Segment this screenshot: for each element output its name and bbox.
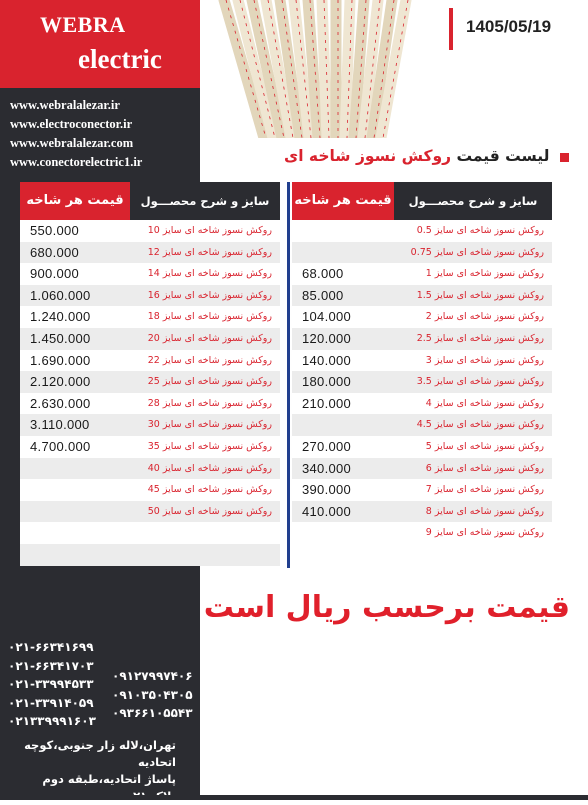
description-cell: روکش نسوز شاخه ای سایز 18	[147, 311, 272, 323]
table-row	[292, 350, 552, 372]
table-row	[20, 544, 280, 566]
phone-number[interactable]: ۰۹۱۰۳۵۰۴۳۰۵	[112, 687, 193, 702]
phone-number[interactable]: ۰۲۱-۳۳۹۱۴۰۵۹	[8, 695, 94, 710]
website-link[interactable]: www.webralalezar.com	[10, 136, 134, 150]
description-cell: روکش نسوز شاخه ای سایز 0.5	[416, 225, 544, 236]
table-row	[20, 328, 280, 350]
sleeve-tube	[322, 0, 327, 138]
table-row	[292, 501, 552, 523]
price-table-large-sizes	[20, 182, 280, 566]
description-cell: روکش نسوز شاخه ای سایز 22	[147, 354, 272, 366]
table-row	[20, 479, 280, 501]
description-cell: روکش نسوز شاخه ای سایز 2	[425, 311, 544, 323]
table-row	[20, 306, 280, 328]
price-column-header: قیمت هر شاخه	[20, 182, 130, 220]
description-column-header: سایز و شرح محصـــول	[394, 182, 552, 220]
description-cell: روکش نسوز شاخه ای سایز 45	[147, 484, 272, 496]
table-row	[292, 436, 552, 458]
table-row	[20, 371, 280, 393]
description-cell: روکش نسوز شاخه ای سایز 9	[425, 527, 544, 539]
table-row	[20, 436, 280, 458]
description-cell: روکش نسوز شاخه ای سایز 10	[147, 225, 272, 236]
price-cell: 120.000	[302, 330, 352, 346]
description-cell: روکش نسوز شاخه ای سایز 0.75	[410, 246, 544, 258]
brand-subtitle: electric	[78, 44, 162, 74]
description-cell: روکش نسوز شاخه ای سایز 20	[147, 332, 272, 344]
phone-number[interactable]: ۰۲۱-۶۶۳۴۱۷۰۳	[8, 658, 94, 673]
price-cell: 410.000	[302, 503, 352, 519]
price-cell: 390.000	[302, 482, 352, 498]
table-row	[20, 350, 280, 372]
website-link[interactable]: www.conectorelectric1.ir	[10, 155, 143, 169]
address-line: پاساژ اتحادیه،طبقه دوم	[42, 772, 176, 786]
table-row	[292, 414, 552, 436]
price-cell: 340.000	[302, 460, 352, 476]
table-row	[292, 242, 552, 264]
sleeve-tube	[345, 0, 350, 138]
price-cell: 2.630.000	[30, 395, 91, 411]
table-divider	[287, 182, 290, 568]
price-cell: 180.000	[302, 374, 352, 390]
description-cell: روکش نسوز شاخه ای سایز 4.5	[416, 419, 544, 431]
address-line: تهران،لاله زار جنوبی،کوچه اتحادیه	[24, 738, 176, 769]
brand-name: WEBRA	[40, 12, 126, 37]
description-cell: روکش نسوز شاخه ای سایز 30	[147, 419, 272, 431]
landline-phones	[8, 638, 96, 731]
description-column-header: سایز و شرح محصـــول	[130, 182, 280, 220]
price-cell: 3.110.000	[30, 417, 90, 433]
price-table-small-sizes	[292, 182, 552, 544]
table-row	[20, 220, 280, 242]
table-row	[292, 371, 552, 393]
price-column-header: قیمت هر شاخه	[292, 182, 394, 220]
price-cell: 2.120.000	[30, 374, 91, 390]
price-cell: 1.060.000	[30, 287, 91, 303]
phone-number[interactable]: ۰۹۱۲۷۹۹۷۴۰۶	[112, 669, 193, 683]
description-cell: روکش نسوز شاخه ای سایز 2.5	[416, 332, 544, 344]
price-cell: 4.700.000	[30, 438, 91, 454]
table-row	[20, 285, 280, 307]
description-cell: روکش نسوز شاخه ای سایز 4	[425, 397, 544, 409]
table-row	[292, 306, 552, 328]
date-accent-bar	[449, 8, 453, 50]
description-cell: روکش نسوز شاخه ای سایز 8	[425, 505, 544, 517]
price-cell: 1.240.000	[30, 309, 91, 325]
table-row	[20, 414, 280, 436]
phone-number[interactable]: ۰۲۱۳۳۹۹۹۱۶۰۳	[8, 714, 96, 728]
table-row	[292, 263, 552, 285]
price-cell: 900.000	[30, 266, 80, 282]
description-cell: روکش نسوز شاخه ای سایز 7	[425, 484, 544, 496]
price-cell: 270.000	[302, 438, 352, 454]
description-cell: روکش نسوز شاخه ای سایز 14	[147, 268, 272, 280]
description-cell: روکش نسوز شاخه ای سایز 12	[147, 246, 272, 258]
mobile-phones	[112, 667, 193, 723]
table-row	[20, 242, 280, 264]
price-cell: 140.000	[302, 352, 352, 368]
description-cell: روکش نسوز شاخه ای سایز 6	[425, 462, 544, 474]
fiberglass-sleeve-photo	[204, 0, 436, 138]
title-prefix: لیست قیمت	[451, 147, 550, 165]
bottom-strip	[0, 795, 588, 800]
website-link[interactable]: www.electroconector.ir	[10, 117, 133, 131]
website-link[interactable]: www.webralalezar.ir	[10, 98, 120, 112]
description-cell: روکش نسوز شاخه ای سایز 50	[147, 505, 272, 517]
description-cell: روکش نسوز شاخه ای سایز 25	[147, 376, 272, 388]
table-header	[20, 182, 280, 220]
price-cell: 550.000	[30, 223, 80, 238]
page-title	[284, 147, 549, 165]
table-row	[292, 479, 552, 501]
table-row	[292, 328, 552, 350]
table-row	[292, 393, 552, 415]
table-row	[20, 458, 280, 480]
website-list	[10, 96, 142, 172]
price-cell: 68.000	[302, 266, 344, 282]
brand-logo	[0, 0, 200, 88]
description-cell: روکش نسوز شاخه ای سایز 28	[147, 397, 272, 409]
table-row	[292, 522, 552, 544]
price-date: 1405/05/19	[466, 17, 552, 36]
table-header	[292, 182, 552, 220]
price-cell: 680.000	[30, 244, 80, 260]
description-cell: روکش نسوز شاخه ای سایز 35	[147, 440, 272, 452]
price-cell: 85.000	[302, 287, 344, 303]
table-row	[292, 285, 552, 307]
title-bullet	[560, 153, 569, 162]
table-row	[20, 263, 280, 285]
description-cell: روکش نسوز شاخه ای سایز 3	[425, 354, 544, 366]
title-highlight: روکش نسوز شاخه ای	[284, 147, 452, 165]
description-cell: روکش نسوز شاخه ای سایز 16	[147, 289, 272, 301]
table-row	[20, 501, 280, 523]
table-row	[20, 393, 280, 415]
description-cell: روکش نسوز شاخه ای سایز 5	[425, 440, 544, 452]
table-row	[20, 522, 280, 544]
price-cell: 210.000	[302, 395, 352, 411]
table-row	[292, 220, 552, 242]
phone-number[interactable]: ۰۲۱-۶۶۳۴۱۶۹۹	[8, 640, 94, 654]
description-cell: روکش نسوز شاخه ای سایز 1	[425, 268, 544, 280]
price-cell: 1.690.000	[30, 352, 91, 368]
price-cell: 104.000	[302, 309, 352, 325]
phone-number[interactable]: ۰۹۳۶۶۱۰۵۵۴۳	[112, 706, 193, 720]
description-cell: روکش نسوز شاخه ای سایز 1.5	[416, 289, 544, 301]
description-cell: روکش نسوز شاخه ای سایز 40	[147, 462, 272, 474]
phone-number[interactable]: ۰۲۱-۳۳۹۹۴۵۳۳	[8, 677, 94, 691]
description-cell: روکش نسوز شاخه ای سایز 3.5	[416, 376, 544, 388]
table-row	[292, 458, 552, 480]
price-cell: 1.450.000	[30, 330, 91, 346]
currency-note: قیمت برحسب ریال است	[203, 590, 570, 625]
